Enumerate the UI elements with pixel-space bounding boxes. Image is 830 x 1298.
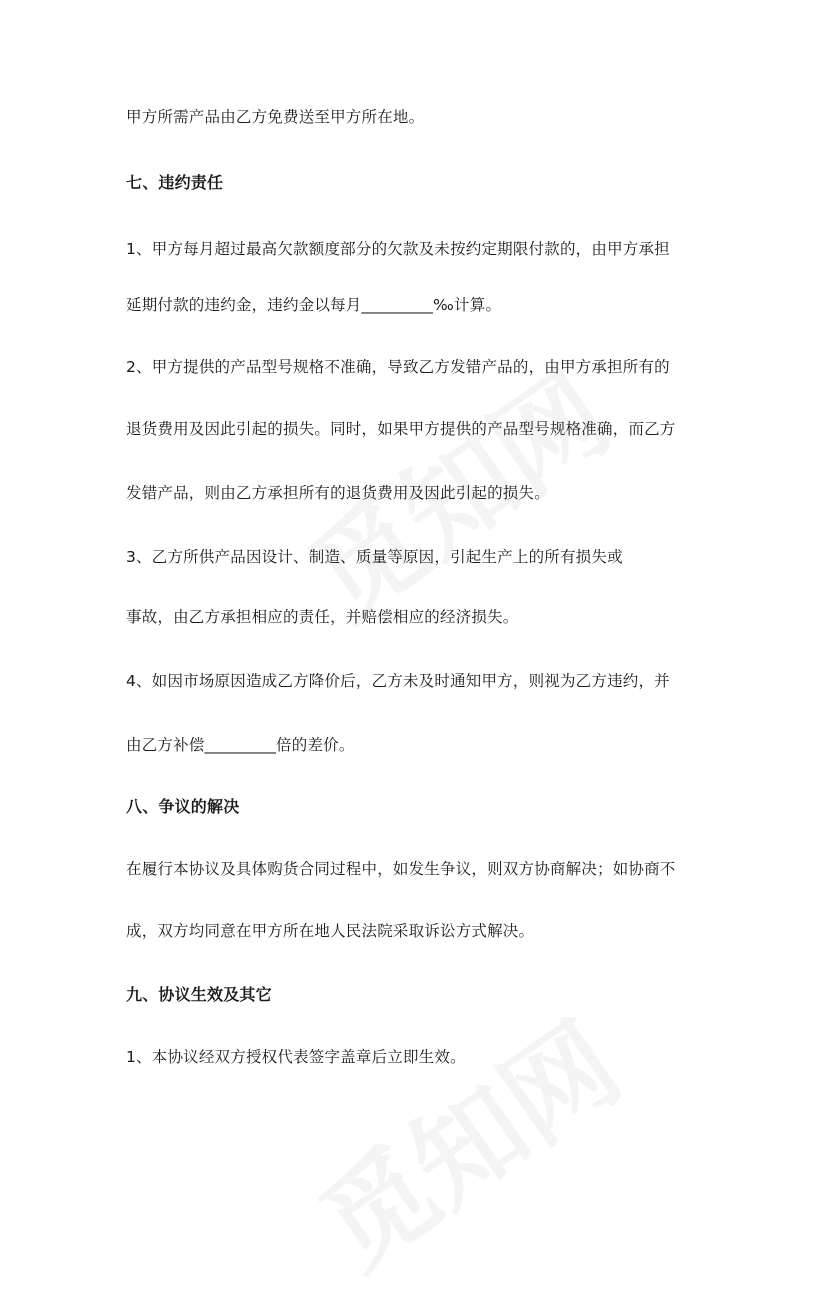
section-heading-effectiveness: 九、协议生效及其它 xyxy=(126,985,272,1004)
paragraph-line: 由乙方补偿_________倍的差价。 xyxy=(126,736,355,754)
paragraph-line: 1、甲方每月超过最高欠款额度部分的欠款及未按约定期限付款的，由甲方承担 xyxy=(126,240,670,258)
paragraph-line: 延期付款的违约金，违约金以每月_________‰计算。 xyxy=(126,296,502,314)
paragraph-line: 在履行本协议及具体购货合同过程中，如发生争议，则双方协商解决；如协商不 xyxy=(126,860,676,878)
paragraph-line: 事故，由乙方承担相应的责任，并赔偿相应的经济损失。 xyxy=(126,608,519,626)
paragraph-line: 成，双方均同意在甲方所在地人民法院采取诉讼方式解决。 xyxy=(126,922,535,940)
paragraph-line: 2、甲方提供的产品型号规格不准确，导致乙方发错产品的，由甲方承担所有的 xyxy=(126,358,670,376)
section-heading-breach: 七、违约责任 xyxy=(126,173,224,192)
paragraph-line: 1、本协议经双方授权代表签字盖章后立即生效。 xyxy=(126,1048,466,1066)
paragraph-line: 4、如因市场原因造成乙方降价后，乙方未及时通知甲方，则视为乙方违约，并 xyxy=(126,672,670,690)
paragraph-line: 退货费用及因此引起的损失。同时，如果甲方提供的产品型号规格准确，而乙方 xyxy=(126,420,676,438)
paragraph-line: 3、乙方所供产品因设计、制造、质量等原因，引起生产上的所有损失或 xyxy=(126,548,623,566)
paragraph-line: 发错产品，则由乙方承担所有的退货费用及因此引起的损失。 xyxy=(126,484,550,502)
section-heading-dispute: 八、争议的解决 xyxy=(126,797,240,816)
watermark xyxy=(285,980,646,1298)
paragraph-line: 甲方所需产品由乙方免费送至甲方所在地。 xyxy=(126,108,425,126)
